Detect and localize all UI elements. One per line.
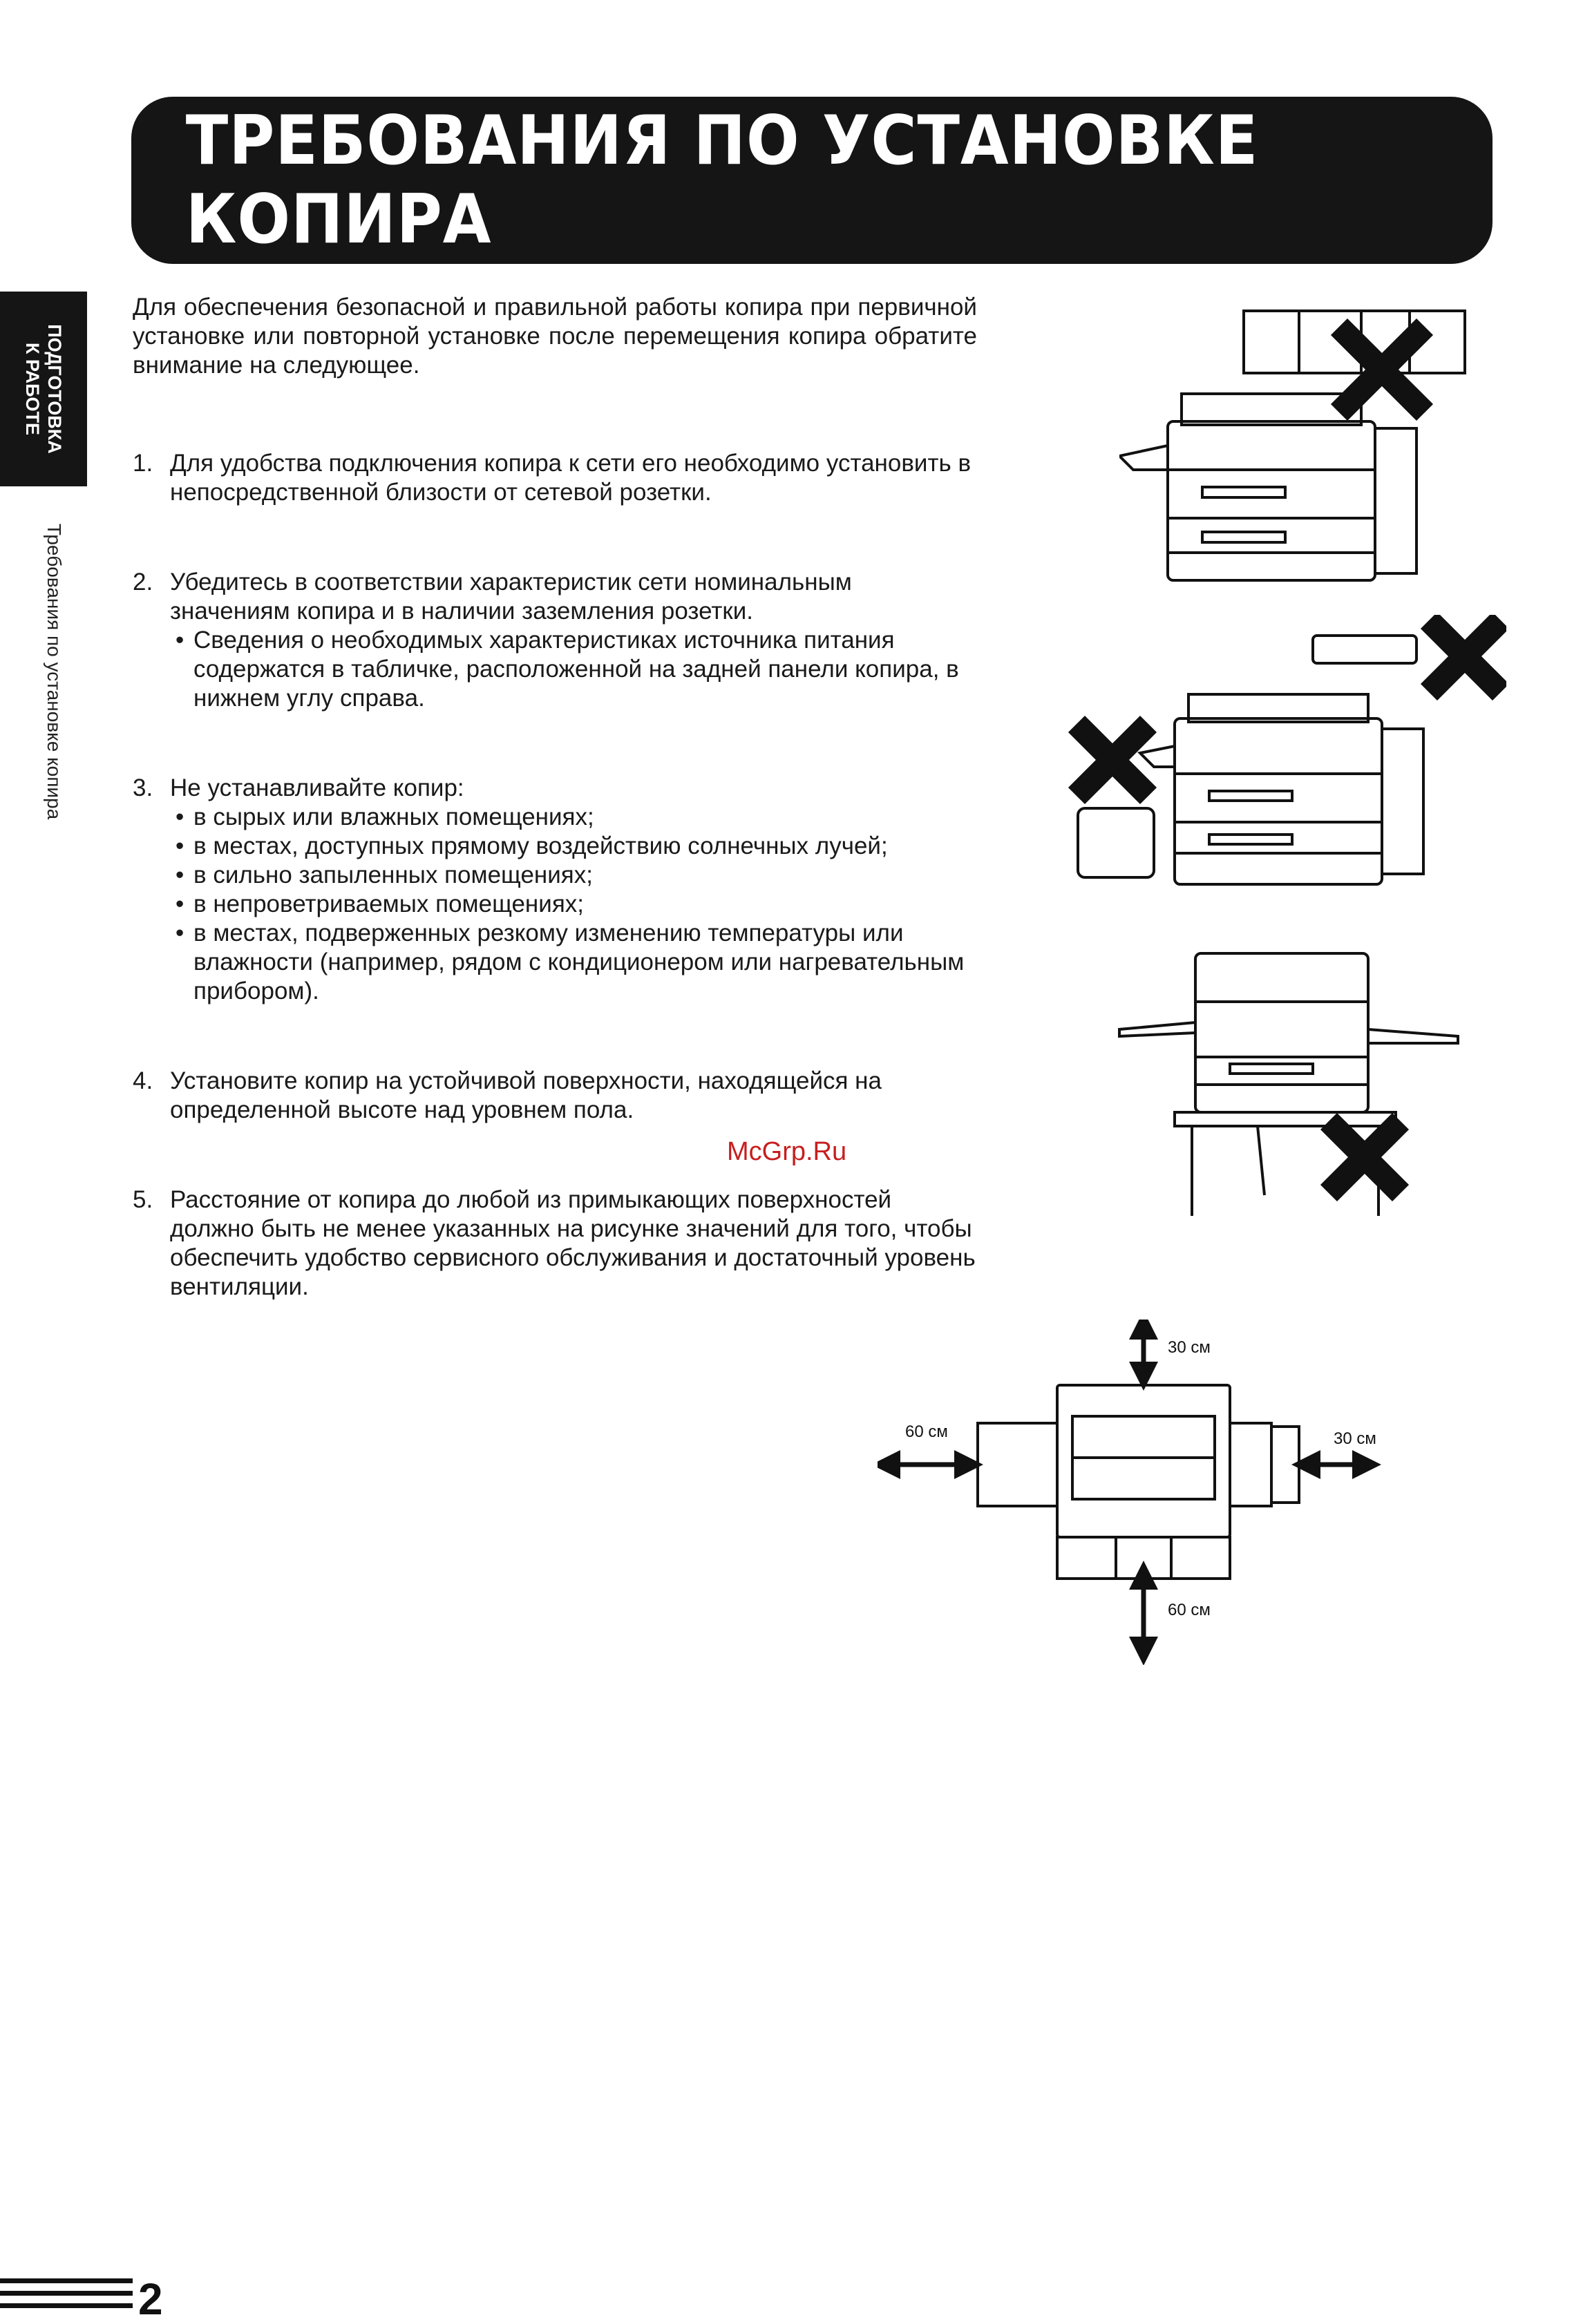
top-clearance-label: 30 см	[1168, 1338, 1211, 1357]
title-banner	[131, 97, 1492, 264]
item-number: 1.	[133, 450, 153, 477]
bullet-text: • в местах, подверженных резкому изменению температуры или влажности (например, рядом с кондиционером или нагревательным прибором).	[170, 919, 977, 1006]
intro-paragraph: Для обеспечения безопасной и правильной работы копира при первичной установке или повторной установке после перемещения копира обратите внимание на следующее.	[133, 294, 977, 379]
bottom-clearance-label: 60 см	[1168, 1601, 1211, 1619]
list-item	[133, 1067, 977, 1125]
clearance-diagram	[878, 1320, 1410, 1665]
item-text: Установите копир на устойчивой поверхности, находящейся на определенной высоте над уровнем пола.	[170, 1067, 882, 1123]
copier-heat-source-illustration	[1064, 615, 1506, 905]
item-number: 4.	[133, 1067, 153, 1094]
item-number: 2.	[133, 569, 153, 596]
page-number-rule	[0, 2278, 133, 2320]
left-clearance-label: 60 см	[905, 1422, 948, 1441]
prohibited-x-icon	[1085, 629, 1492, 788]
item-number: 5.	[133, 1186, 153, 1213]
section-tab-label	[21, 324, 66, 454]
page-number: 2	[138, 2274, 163, 2324]
item-text: Не устанавливайте копир:	[170, 774, 464, 801]
list-item	[133, 774, 977, 1006]
item-text: Для удобства подключения копира к сети его необходимо установить в непосредственной близости от сетевой розетки.	[170, 450, 972, 506]
bullet-text: • в местах, доступных прямому воздействию солнечных лучей;	[170, 832, 977, 861]
copier-sunlight-illustration	[1119, 297, 1479, 615]
item-number: 3.	[133, 774, 153, 801]
section-caption: Требования по установке копира	[44, 523, 65, 820]
instructions	[133, 293, 977, 1362]
prohibited-x-icon	[1347, 335, 1416, 404]
copier-unstable-stand-illustration	[1112, 940, 1472, 1257]
bullet-text: • в непроветриваемых помещениях;	[170, 890, 977, 919]
item-text: Убедитесь в соответствии характеристик сети номинальным значениям копира и в наличии заземления розетки.	[170, 569, 852, 625]
right-clearance-label: 30 см	[1334, 1429, 1376, 1448]
list-item	[133, 568, 977, 713]
list-item	[133, 1185, 977, 1302]
item-text: Расстояние от копира до любой из примыкающих поверхностей должно быть не менее указанных на рисунке значений для того, чтобы обеспечить удобство сервисного обслуживания и достаточный уровень вентиляции.	[170, 1186, 976, 1300]
page-title: ТРЕБОВАНИЯ ПО УСТАНОВКЕ КОПИРА	[185, 102, 1259, 259]
bullet-text: • в сырых или влажных помещениях;	[170, 803, 977, 832]
bullet-text: • Сведения о необходимых характеристиках источника питания содержатся в табличке, расположенной на задней панели копира, в нижнем углу справа.	[170, 626, 977, 713]
watermark: McGrp.Ru	[727, 1137, 847, 1166]
section-tab-line-2: К РАБОТЕ	[22, 342, 43, 436]
bullet-text: • в сильно запыленных помещениях;	[170, 861, 977, 890]
prohibited-x-icon	[1337, 1130, 1392, 1185]
list-item	[133, 449, 977, 507]
section-tab-line-1: ПОДГОТОВКА	[44, 324, 65, 454]
